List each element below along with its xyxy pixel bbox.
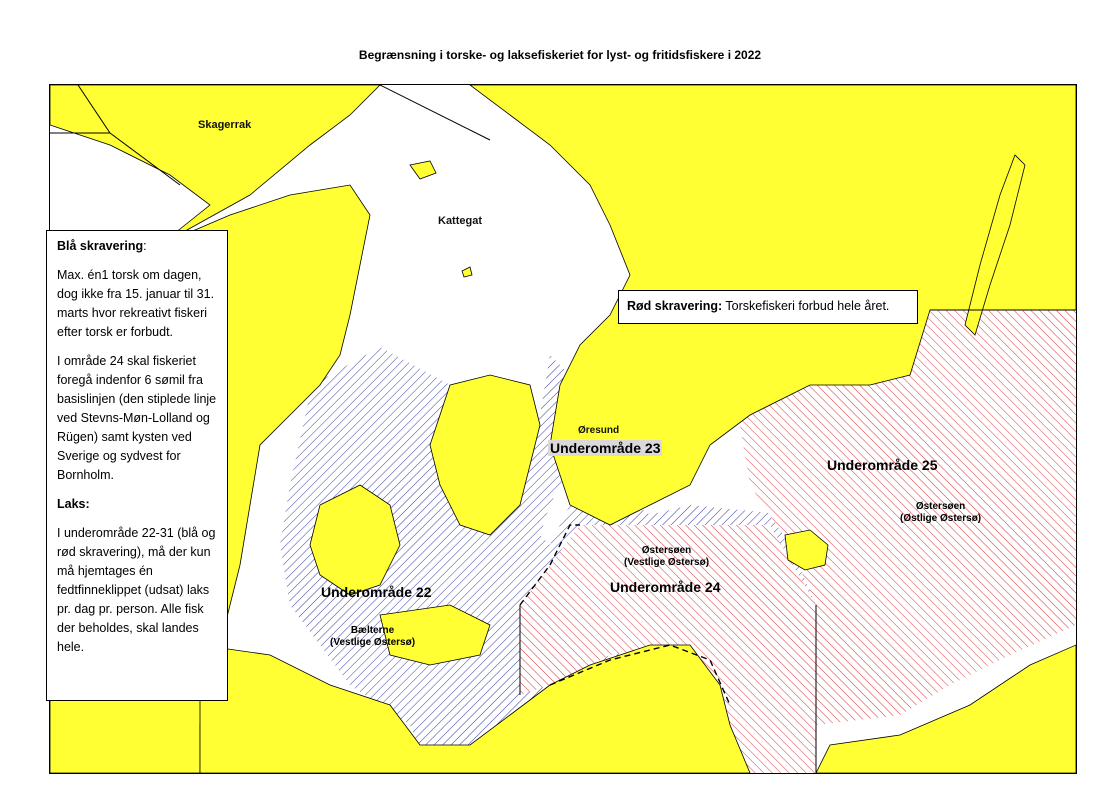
legend-blue-text-3: I underområde 22-31 (blå og rød skravering), må der kun må hjemtages én fedtfinneklippet (udsat) laks pr. dag pr. person. Alle fisk der beholdes, skal landes hele.: [57, 526, 216, 654]
label-baelterne: Bælterne (Vestlige Østersø): [330, 625, 416, 648]
label-ostersoen-east: Østersøen (Østlige Østersø): [900, 501, 982, 524]
legend-blue-heading-colon: :: [143, 239, 147, 253]
legend-blue-text-2: I område 24 skal fiskeriet foregå indenfor 6 sømil fra basislinjen (den stiplede linje ved Stevns-Møn-Lolland og Rügen) samt kysten ved Sverige og sydvest for Bornholm.: [57, 354, 217, 482]
label-kattegat: Kattegat: [438, 215, 483, 227]
legend-laks-heading: Laks:: [57, 497, 90, 511]
legend-blue-text-1: Max. én1 torsk om dagen, dog ikke fra 15. januar til 31. marts hvor rekreativt fiskeri efter torsk er forbudt.: [57, 268, 215, 339]
legend-blue-hatching: [46, 230, 228, 701]
label-subarea-23: Underområde 23: [550, 440, 661, 456]
label-oresund: Øresund: [578, 425, 620, 436]
legend-red-text: Torskefiskeri forbud hele året.: [722, 299, 890, 313]
legend-red-hatching: [618, 290, 918, 324]
legend-red-heading: Rød skravering:: [627, 299, 723, 313]
label-subarea-25: Underområde 25: [827, 457, 938, 473]
legend-blue-heading: Blå skravering: [57, 239, 144, 253]
label-subarea-22: Underområde 22: [321, 584, 432, 600]
label-ostersoen-west: Østersøen (Vestlige Østersø): [624, 545, 710, 568]
page-title: Begrænsning i torske- og laksefiskeriet for lyst- og fritidsfiskere i 2022: [358, 48, 762, 62]
label-subarea-24: Underområde 24: [610, 579, 721, 595]
label-skagerrak: Skagerrak: [198, 119, 252, 131]
